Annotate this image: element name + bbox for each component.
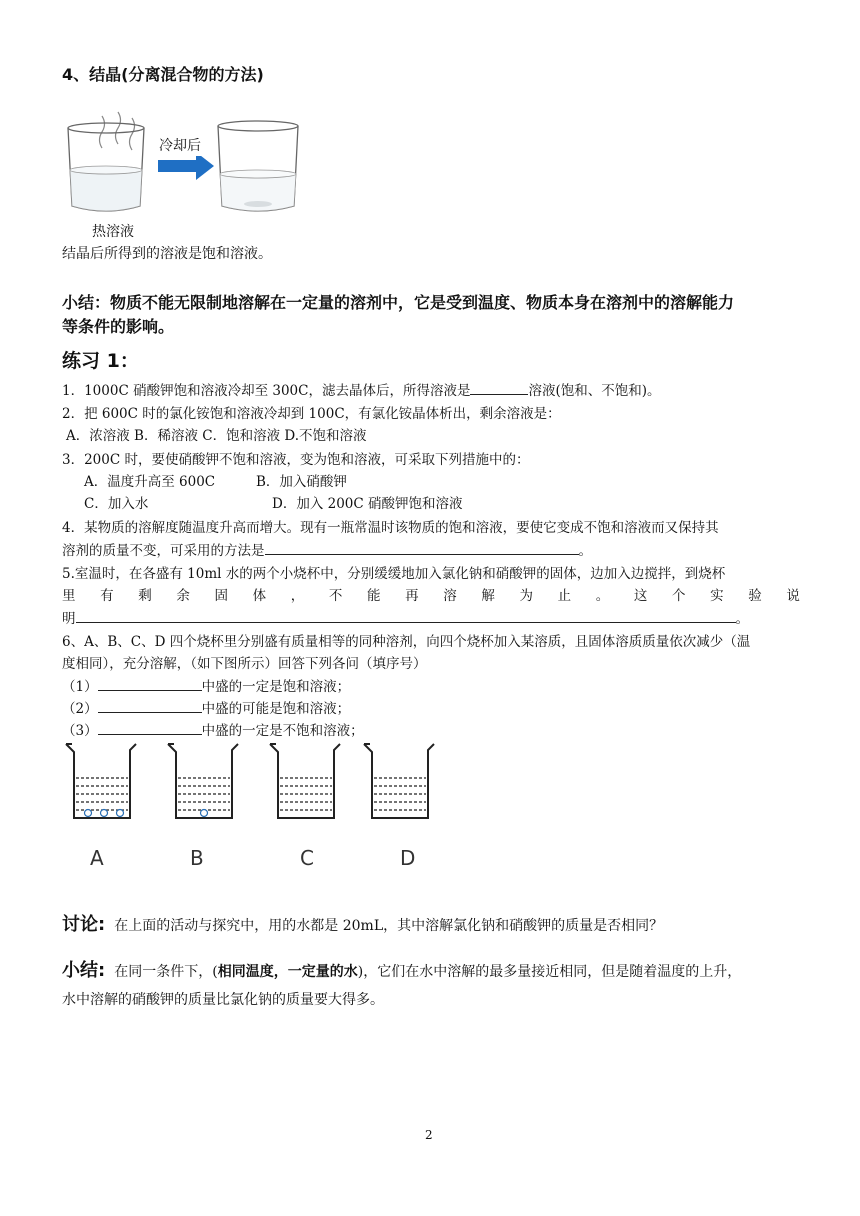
sub-3-number: （3） bbox=[62, 723, 98, 739]
page-number: 2 bbox=[425, 1128, 433, 1142]
question-5-prefix: 明 bbox=[62, 611, 76, 627]
crystallization-note: 结晶后所得到的溶液是饱和溶液。 bbox=[62, 246, 272, 262]
summary-2-pre: 在同一条件下，( bbox=[114, 964, 218, 980]
hot-solution-beaker bbox=[68, 123, 144, 211]
section-heading: 4、结晶(分离混合物的方法) bbox=[62, 65, 264, 84]
summary-2-bold: 相同温度，一定量的水 bbox=[217, 964, 358, 980]
beaker-label-d: D bbox=[400, 846, 416, 870]
summary-2-label: 小结: bbox=[62, 960, 106, 981]
solid-particle bbox=[85, 810, 92, 817]
q5-char: 这 bbox=[633, 588, 648, 604]
summary-2-post: )，它们在水中溶解的最多量接近相同，但是随着温度的上升， bbox=[357, 964, 742, 980]
solid-particle bbox=[117, 810, 124, 817]
discussion-text: 在上面的活动与探究中，用的水都是 20mL，其中溶解氯化钠和硝酸钾的质量是否相同？ bbox=[114, 918, 664, 934]
discussion-label: 讨论: bbox=[62, 914, 106, 935]
q5-char: 不 bbox=[328, 588, 343, 604]
question-6-sub-1 bbox=[62, 676, 350, 697]
q5-char: ， bbox=[290, 588, 305, 604]
question-3-option-b: B．加入硝酸钾 bbox=[256, 474, 347, 490]
q5-char: 。 bbox=[595, 588, 610, 604]
crystal-deposit bbox=[244, 201, 272, 207]
summary-line-1: 小结：物质不能无限制地溶解在一定量的溶剂中，它是受到温度、物质本身在溶剂中的溶解能力 bbox=[62, 293, 735, 312]
q5-char: 体 bbox=[252, 588, 267, 604]
question-5-line-1: 5.室温时，在各盛有 10ml 水的两个小烧杯中，分别缓缓地加入氯化钠和硝酸钾的固体，边加入边搅拌，到烧杯 bbox=[62, 566, 726, 582]
q5-char: 再 bbox=[405, 588, 419, 604]
beaker-d bbox=[364, 744, 434, 818]
figure-arrow-label: 冷却后 bbox=[159, 138, 201, 154]
question-5-blank[interactable] bbox=[76, 608, 736, 623]
question-4-suffix: 。 bbox=[578, 543, 592, 559]
steam-icon bbox=[100, 116, 105, 148]
beaker-label-b: B bbox=[190, 846, 204, 870]
q5-char: 有 bbox=[100, 588, 114, 604]
question-2: 2．把 600C 时的氯化铵饱和溶液冷却到 100C，有氯化铵晶体析出，剩余溶液是： bbox=[62, 406, 561, 422]
beakers-figure bbox=[60, 740, 450, 870]
arrow-right-icon bbox=[196, 152, 214, 180]
q5-char: 个 bbox=[672, 588, 686, 604]
q5-char: 为 bbox=[519, 588, 533, 604]
crystallization-figure bbox=[60, 108, 320, 220]
question-4-blank[interactable] bbox=[265, 540, 579, 555]
q5-char: 能 bbox=[367, 588, 381, 604]
question-5-line-2 bbox=[62, 586, 800, 606]
beaker-b bbox=[168, 744, 238, 818]
summary-line-2: 等条件的影响。 bbox=[62, 317, 175, 336]
sub-3-blank[interactable] bbox=[98, 720, 202, 735]
sub-2-blank[interactable] bbox=[98, 698, 202, 713]
sub-1-blank[interactable] bbox=[98, 676, 202, 691]
question-5-suffix: 。 bbox=[735, 611, 749, 627]
beaker-label-c: C bbox=[300, 846, 314, 870]
q5-char: 实 bbox=[710, 588, 724, 604]
question-1-blank[interactable] bbox=[470, 380, 528, 395]
question-5-line-3 bbox=[62, 608, 749, 629]
q5-char: 溶 bbox=[443, 588, 457, 604]
question-4-line-1: 4．某物质的溶解度随温度升高而增大。现有一瓶常温时该物质的饱和溶液，要使它变成不饱和溶液而又保持其 bbox=[62, 520, 719, 536]
question-1-suffix: 溶液(饱和、不饱和)。 bbox=[528, 383, 661, 399]
exercise-title: 练习 1： bbox=[62, 350, 139, 372]
question-6-line-2: 度相同），充分溶解，（如下图所示）回答下列各问（填序号） bbox=[62, 656, 427, 672]
question-1-prefix: 1．1000C 硝酸钾饱和溶液冷却至 300C，滤去晶体后，所得溶液是 bbox=[62, 383, 471, 399]
q5-char: 解 bbox=[481, 588, 495, 604]
sub-3-text: 中盛的一定是不饱和溶液； bbox=[201, 723, 364, 739]
q5-char: 余 bbox=[176, 588, 190, 604]
cooled-beaker bbox=[218, 121, 298, 211]
summary-2-line-2: 水中溶解的硝酸钾的质量比氯化钠的质量要大得多。 bbox=[62, 992, 384, 1008]
question-6-sub-3 bbox=[62, 720, 364, 741]
question-3-option-c: C．加入水 bbox=[84, 496, 149, 512]
q5-char: 验 bbox=[748, 588, 762, 604]
question-4-prefix: 溶剂的质量不变，可采用的方法是 bbox=[62, 543, 265, 559]
sub-1-text: 中盛的一定是饱和溶液； bbox=[201, 679, 351, 695]
summary-2-line-1 bbox=[62, 956, 741, 982]
sub-1-number: （1） bbox=[62, 679, 98, 695]
solid-particle bbox=[101, 810, 108, 817]
q5-char: 剩 bbox=[138, 588, 152, 604]
question-3: 3．200C 时，要使硝酸钾不饱和溶液，变为饱和溶液，可采取下列措施中的： bbox=[62, 452, 530, 468]
sub-2-text: 中盛的可能是饱和溶液； bbox=[201, 701, 351, 717]
beaker-c bbox=[270, 744, 340, 818]
sub-2-number: （2） bbox=[62, 701, 98, 717]
question-6-sub-2 bbox=[62, 698, 350, 719]
beaker-label-a: A bbox=[90, 846, 104, 870]
q5-char: 固 bbox=[214, 588, 228, 604]
solid-particle bbox=[201, 810, 208, 817]
discussion bbox=[62, 910, 663, 936]
q5-char: 止 bbox=[557, 588, 572, 604]
question-6-line-1: 6、A、B、C、D 四个烧杯里分别盛有质量相等的同种溶剂，向四个烧杯加入某溶质，且固体溶质质量依次减少（温 bbox=[62, 634, 751, 650]
question-2-options: A．浓溶液 B．稀溶液 C．饱和溶液 D.不饱和溶液 bbox=[66, 428, 367, 444]
figure-caption: 热溶液 bbox=[92, 224, 134, 240]
question-3-option-d: D．加入 200C 硝酸钾饱和溶液 bbox=[272, 496, 463, 512]
q5-char: 说 bbox=[786, 588, 800, 604]
q5-char: 里 bbox=[62, 588, 76, 604]
question-1 bbox=[62, 380, 661, 401]
question-3-option-a: A．温度升高至 600C bbox=[84, 474, 216, 490]
question-4-line-2 bbox=[62, 540, 592, 561]
beaker-a bbox=[66, 744, 136, 818]
